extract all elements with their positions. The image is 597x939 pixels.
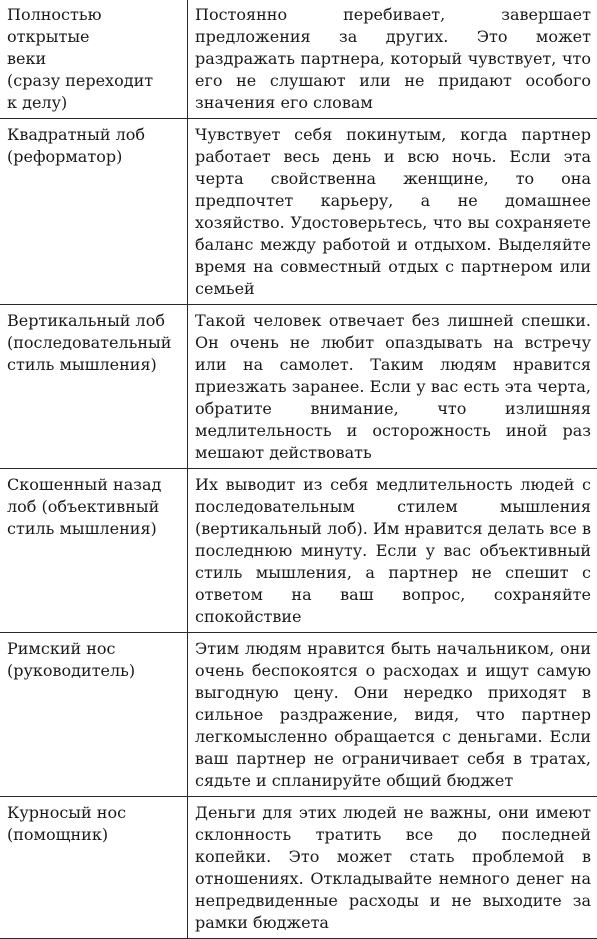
feature-cell — [0, 305, 188, 469]
feature-text: Квадратный лоб (реформатор) — [7, 124, 181, 168]
advice-text: Их выводит из себя медлительность людей с последовательным стилем мышления (вертикальный лоб). Им нравится делать все в последнюю минуту. Если у вас объективный стиль мышления, а партнер не спешит с ответом на ваш вопрос, сохраняйте спокойствие — [195, 474, 591, 628]
advice-cell — [188, 633, 597, 797]
advice-cell — [188, 797, 597, 939]
table-row — [0, 119, 597, 305]
table-row — [0, 633, 597, 797]
advice-text: Такой человек отвечает без лишней спешки. Он очень не любит опаздывать на встречу или на самолет. Таким людям нравится приезжать заранее. Если у вас есть эта черта, обратите внимание, что излишняя медлительность и осторожность иной раз мешают действовать — [195, 310, 591, 464]
table-row — [0, 797, 597, 939]
advice-text: Этим людям нравится быть начальником, они очень беспокоятся о расходах и ищут самую выгодную цену. Они нередко приходят в сильное раздражение, видя, что партнер легкомысленно обращается с деньгами. Если ваш партнер не ограничивает себя в тратах, сядьте и спланируйте общий бюджет — [195, 638, 591, 792]
feature-text: Скошенный назад лоб (объективный стиль мышления) — [7, 474, 181, 540]
advice-text: Деньги для этих людей не важны, они имеют склонность тратить все до последней копейки. Это может стать проблемой в отношениях. Откладывайте немного денег на непредвиденные расходы и не выходите за рамки бюджета — [195, 802, 591, 934]
advice-cell — [188, 469, 597, 633]
feature-text: Полностью открытые веки (сразу переходит к делу) — [7, 4, 181, 114]
feature-cell — [0, 0, 188, 119]
advice-cell — [188, 0, 597, 119]
table-row — [0, 305, 597, 469]
feature-text: Курносый нос (помощник) — [7, 802, 181, 846]
advice-text: Чувствует себя покинутым, когда партнер работает весь день и всю ночь. Если эта черта свойственна женщине, то она предпочтет карьеру, а не домашнее хозяйство. Удостоверьтесь, что вы сохраняете баланс между работой и отдыхом. Выделяйте время на совместный отдых с партнером или семьей — [195, 124, 591, 300]
advice-cell — [188, 305, 597, 469]
table-row — [0, 0, 597, 119]
table-row — [0, 469, 597, 633]
feature-text: Вертикальный лоб (последовательный стиль мышления) — [7, 310, 181, 376]
feature-cell — [0, 633, 188, 797]
advice-cell — [188, 119, 597, 305]
feature-cell — [0, 119, 188, 305]
feature-text: Римский нос (руководитель) — [7, 638, 181, 682]
feature-cell — [0, 469, 188, 633]
advice-text: Постоянно перебивает, завершает предложения за других. Это может раздражать партнера, который чувствует, что его не слушают или не придают особого значения его словам — [195, 4, 591, 114]
feature-cell — [0, 797, 188, 939]
